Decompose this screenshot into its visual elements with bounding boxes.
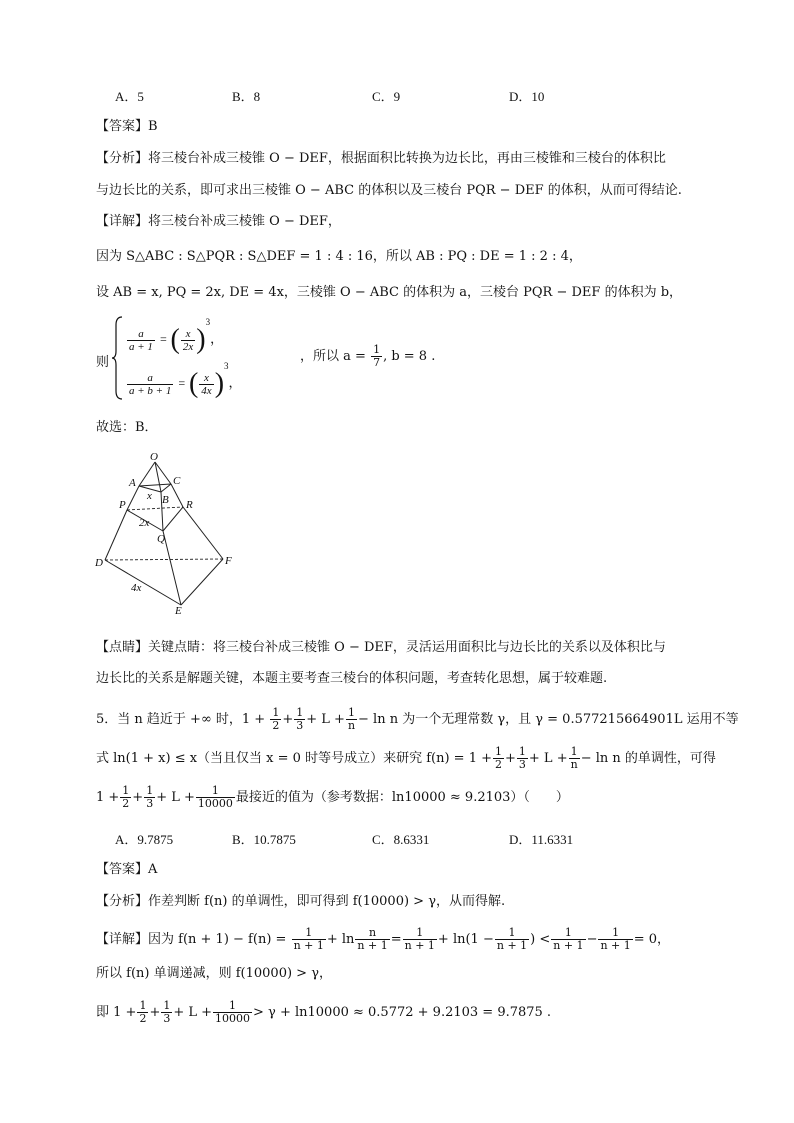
- comment-line-1: [96, 639, 666, 657]
- figure-label-r: R: [186, 499, 193, 511]
- detail-text-1: 将三棱台补成三棱锥 O − DEF，: [148, 214, 341, 229]
- q5-line-3: 1 + $\frac{1}{2}$ + $\frac{1}{3}$ + L + $\frac{1}{10000}$ 最接近的值为（参考数据：ln10000 ≈ 9.2103）（ ）: [96, 784, 569, 810]
- frac-1-n1-num-5: 1: [598, 927, 632, 940]
- frac-1-n1-num-4: 1: [551, 927, 585, 940]
- comment-text-1: 关键点睛：将三棱台补成三棱锥 O − DEF，灵活运用面积比与边长比的关系以及体积比与: [148, 640, 666, 655]
- q5-detail-line-2: 所以 f(n) 单调递减，则 f(10000) > γ，: [96, 966, 332, 981]
- q5-detail1-g: = 0，: [633, 932, 671, 947]
- system-result-suffix: , b = 8 .: [383, 349, 436, 364]
- frac-1-n1-num-3: 1: [495, 927, 529, 940]
- detail-tag: 【详解】: [96, 214, 149, 229]
- frac-half-den: 2: [272, 719, 280, 732]
- eq1-rhs-num: x: [181, 328, 195, 341]
- q5-line3-c: 最接近的值为（参考数据：ln10000 ≈ 9.2103）（ ）: [235, 790, 569, 805]
- q5-line-1: 5．当 n 趋近于 +∞ 时，1 + $\frac{1}{2}$ + $\frac{1}{3}$ + L + $\frac{1}{n}$ − ln n 为一个无理常数 γ，且 γ = 0.577215664901L 运用不等: [96, 706, 739, 732]
- figure-edge-x: x: [147, 490, 152, 502]
- q5-detail-line-3: 即 1 + $\frac{1}{2}$ + $\frac{1}{3}$ + L + $\frac{1}{10000}$ > γ + ln10000 ≈ 0.5772 + 9.2103 = 9.7875 .: [96, 999, 552, 1025]
- q5-detail-tag: 【详解】: [96, 932, 149, 947]
- figure-label-b: B: [162, 494, 169, 506]
- frac-1-n1-num-2: 1: [403, 927, 437, 940]
- a-den: 7: [373, 356, 381, 369]
- frac-half-num-2: 1: [495, 745, 502, 758]
- frac-n-n1-den: n + 1: [357, 939, 388, 952]
- frac-1-n1-num: 1: [292, 927, 326, 940]
- eq2-rhs-num: x: [199, 372, 213, 385]
- answer-tag: 【答案】: [96, 119, 149, 134]
- q5-detail1-e: ) <: [530, 932, 551, 947]
- frac-10000-num: 1: [196, 785, 235, 798]
- system-result-prefix: ，所以 a =: [300, 349, 366, 364]
- frac-n-num-2: 1: [569, 746, 580, 759]
- q5-line2-c: − ln n 的单调性，可得: [580, 751, 716, 766]
- frac-1-n1-den-4: n + 1: [553, 939, 584, 952]
- detail-line-1: [96, 213, 341, 231]
- figure-label-p: P: [119, 499, 126, 511]
- q5-detail1-a: 因为 f(n + 1) − f(n) =: [148, 932, 287, 947]
- frac-half-num-3: 1: [122, 784, 130, 797]
- q5-detail3-b: + L +: [173, 1005, 213, 1020]
- figure-label-c: C: [173, 475, 181, 487]
- frac-n-n1-num: n: [355, 927, 389, 940]
- analysis-line-1: [96, 150, 666, 168]
- frac-half-den-2: 2: [495, 758, 502, 771]
- q5-detail-line-1: [96, 924, 670, 956]
- comment-tag: 【点睛】: [96, 640, 149, 655]
- frac-third-num-3: 1: [146, 784, 154, 797]
- eq2-lhs-num: a: [127, 372, 173, 385]
- frac-half-den-3: 2: [122, 797, 130, 810]
- frac-1-n1-den: n + 1: [293, 939, 324, 952]
- frac-n-num: 1: [346, 707, 357, 720]
- q5-detail1-d: + ln(1 −: [437, 932, 494, 947]
- q5-line-2: 式 ln(1 + x) ≤ x（当且仅当 x = 0 时等号成立）来研究 f(n) = 1 + $\frac{1}{2}$ + $\frac{1}{3}$ + L + $\frac{1}{n}$ − ln n 的单调性，可得: [96, 745, 716, 771]
- q5-line1-b: + L +: [306, 712, 345, 727]
- brace-icon: [112, 315, 124, 401]
- conclusion: 故选：B．: [96, 420, 158, 435]
- q5-line3-a: 1 +: [96, 790, 120, 805]
- equation-2: $\frac{a}{a + b + 1}$ = ( $\frac{x}{4x}$ )$^3$，: [129, 361, 242, 400]
- a-num: 1: [373, 343, 381, 356]
- frac-half-num: 1: [272, 706, 280, 719]
- q5-line2-b: + L +: [528, 751, 568, 766]
- eq1-lhs-den: a + 1: [129, 340, 153, 353]
- frac-third-den-2: 3: [518, 758, 526, 771]
- figure-label-f: F: [225, 555, 232, 567]
- eq2-rhs-den: 4x: [201, 384, 212, 397]
- figure-label-o: O: [150, 451, 158, 463]
- detail-line-3: 设 AB = x, PQ = 2x, DE = 4x，三棱锥 O − ABC 的体积为 a，三棱台 PQR − DEF 的体积为 b，: [96, 285, 683, 300]
- eq1-rhs-den: 2x: [182, 340, 194, 353]
- figure-label-q: Q: [157, 533, 165, 545]
- frustum-figure: [95, 450, 245, 615]
- q5-analysis-tag: 【分析】: [96, 894, 149, 909]
- frac-10000-den: 10000: [197, 797, 233, 810]
- frac-n-den: n: [347, 719, 356, 732]
- equation-system: [96, 313, 456, 403]
- analysis-line-2: 与边长比的关系，即可求出三棱锥 O − ABC 的体积以及三棱台 PQR − DEF 的体积，从而可得结论.: [96, 183, 682, 198]
- q5-line2-a: 式 ln(1 + x) ≤ x（当且仅当 x = 0 时等号成立）来研究 f(n) = 1 +: [96, 751, 492, 766]
- q5-choice-c: C．8.6331: [372, 832, 430, 847]
- equation-1: $\frac{a}{a + 1}$ = ( $\frac{x}{2x}$ )$^3$，: [129, 317, 224, 356]
- figure-label-a: A: [129, 477, 136, 489]
- choice-c: C．9: [372, 89, 401, 104]
- answer-value: B: [148, 119, 158, 134]
- frac-third-num-2: 1: [518, 745, 526, 758]
- analysis-tag: 【分析】: [96, 151, 149, 166]
- figure-label-e: E: [175, 605, 182, 615]
- frac-third-den: 3: [296, 719, 304, 732]
- frac-1-n1-den-5: n + 1: [600, 939, 631, 952]
- figure-label-d: D: [95, 557, 103, 569]
- q5-number: 5．: [96, 712, 118, 727]
- figure-edge-2x: 2x: [139, 517, 150, 529]
- frac-third-num: 1: [296, 706, 304, 719]
- frac-half-num-4: 1: [139, 999, 147, 1012]
- system-prefix: 则: [96, 355, 110, 370]
- choice-b: B．8: [232, 89, 261, 104]
- choice-a: A．5: [115, 89, 144, 104]
- figure-edge-4x: 4x: [131, 582, 142, 594]
- q5-detail1-b: + ln: [326, 932, 355, 947]
- q5-detail3-c: > γ + ln10000 ≈ 0.5772 + 9.2103 = 9.7875 .: [253, 1005, 552, 1020]
- q5-line1-a: 当 n 趋近于 +∞ 时，1 +: [117, 712, 266, 727]
- eq2-lhs-den: a + b + 1: [129, 384, 172, 397]
- q5-answer-row: [96, 861, 157, 879]
- q5-choice-a: A．9.7875: [115, 832, 174, 847]
- frac-10000-num-2: 1: [213, 1000, 252, 1013]
- frac-1-n1-den-3: n + 1: [496, 939, 528, 952]
- frac-n-den-2: n: [570, 758, 578, 771]
- frac-third-num-4: 1: [163, 999, 171, 1012]
- frac-10000-den-2: 10000: [215, 1012, 251, 1025]
- frac-third-den-3: 3: [146, 797, 154, 810]
- frac-half-den-4: 2: [139, 1012, 147, 1025]
- analysis-text-1: 将三棱台补成三棱锥 O − DEF，根据面积比转换为边长比，再由三棱锥和三棱台的体积比: [148, 151, 666, 166]
- system-result: [300, 344, 435, 369]
- eq1-exponent: 3: [205, 317, 211, 327]
- q5-detail1-c: =: [390, 932, 402, 947]
- choice-d: D．10: [509, 89, 545, 104]
- q5-answer-value: A: [148, 862, 158, 877]
- answer-row: [96, 118, 158, 136]
- frac-1-n1-den-2: n + 1: [404, 939, 435, 952]
- q5-line3-b: + L +: [156, 790, 195, 805]
- detail-line-2: 因为 S△ABC : S△PQR : S△DEF = 1 : 4 : 16，所以 AB : PQ : DE = 1 : 2 : 4，: [96, 249, 582, 264]
- q5-line1-c: − ln n 为一个无理常数 γ，且 γ = 0.577215664901L 运用不等: [358, 712, 739, 727]
- q5-detail1-f: −: [586, 932, 598, 947]
- q5-detail3-a: 即 1 +: [96, 1005, 137, 1020]
- eq2-exponent: 3: [224, 361, 229, 371]
- q5-choice-d: D．11.6331: [509, 832, 574, 847]
- q5-answer-tag: 【答案】: [96, 862, 149, 877]
- q5-analysis-text: 作差判断 f(n) 的单调性，即可得到 f(10000) > γ，从而得解.: [148, 894, 506, 909]
- q5-analysis: [96, 893, 505, 911]
- q5-choice-b: B．10.7875: [232, 832, 296, 847]
- comment-line-2: 边长比的关系是解题关键，本题主要考查三棱台的体积问题，考查转化思想，属于较难题.: [96, 671, 608, 686]
- eq1-lhs-num: a: [127, 328, 155, 341]
- frac-third-den-4: 3: [163, 1012, 171, 1025]
